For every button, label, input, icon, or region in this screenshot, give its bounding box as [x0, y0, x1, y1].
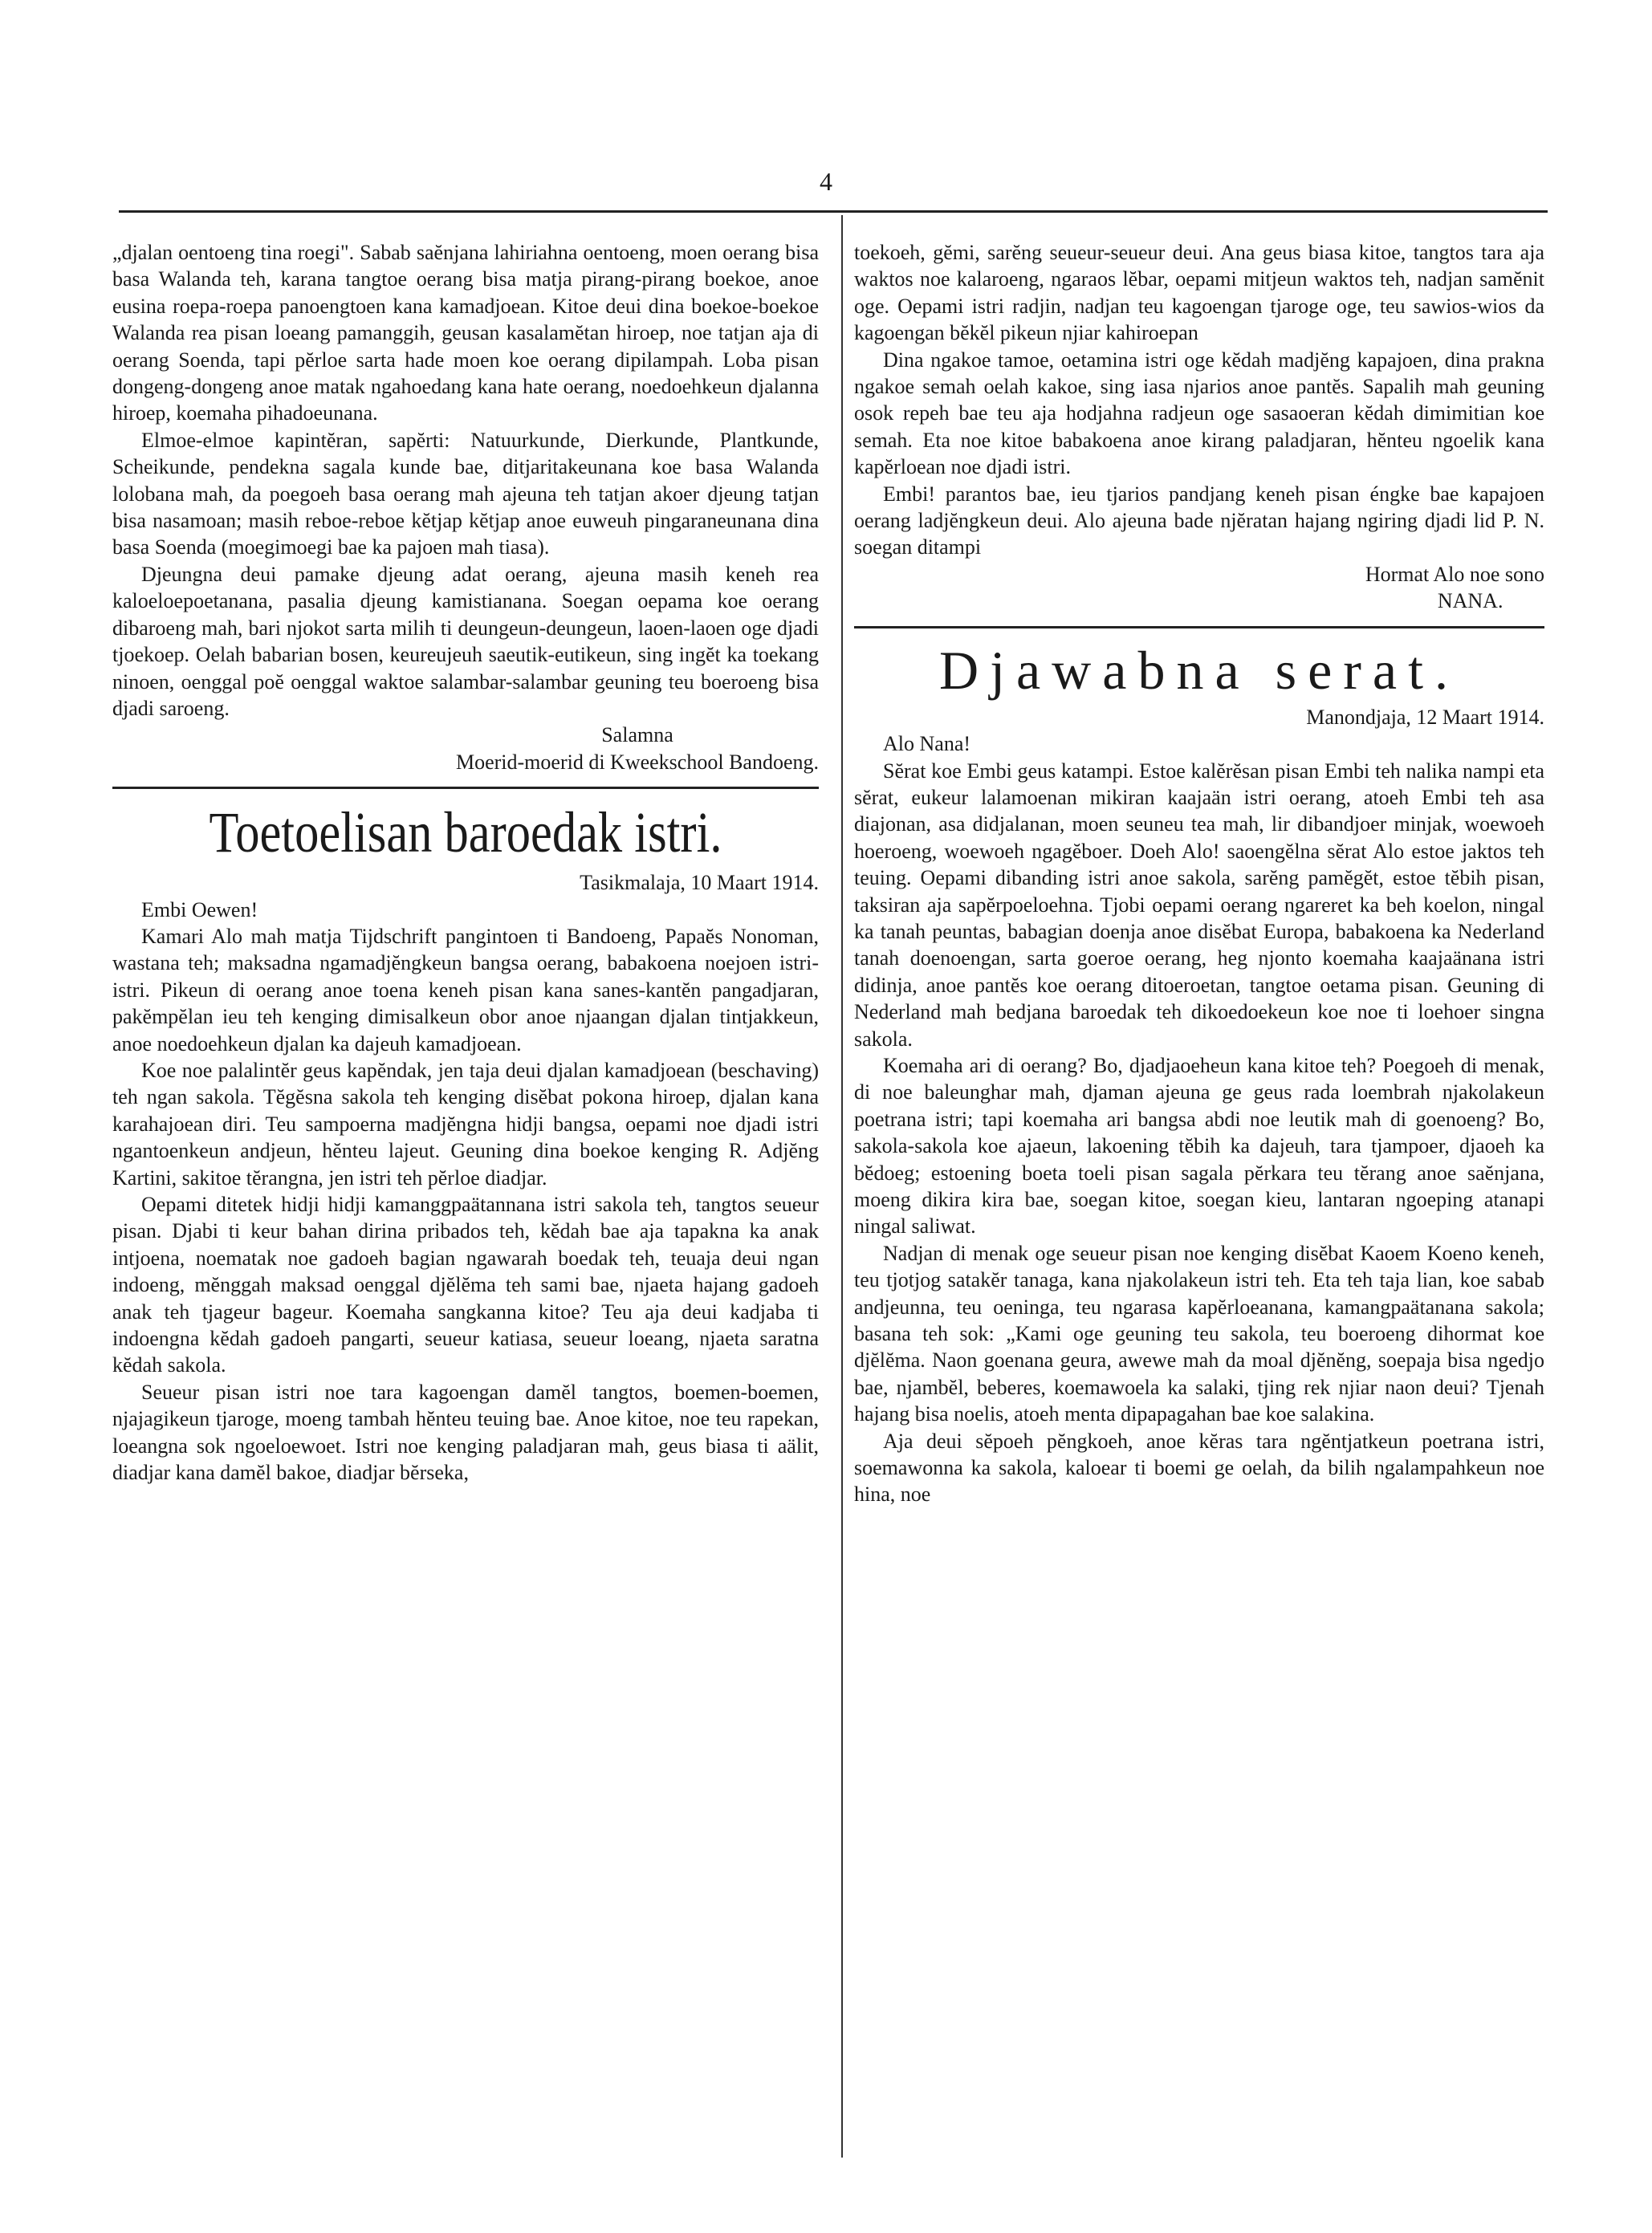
- section-rule: [112, 787, 819, 789]
- article-dateline: Manondjaja, 12 Maart 1914.: [1306, 705, 1544, 729]
- article-paragraph: Sĕrat koe Embi geus katampi. Estoe kalĕrĕsan pisan Embi teh nalika nampi eta sĕrat, eukeur lalamoenan mikiran kaajaän istri oerang, atoeh Embi teh asa diajonan, asa didjalanan, moen seuneu tea mah, lir dibandjoer minjak, woewoeh hoeroeng, woewoeh ngagĕboer. Doeh Alo! saoengĕlna sĕrat Alo estoe jaktos teh teuing. Oepami dibanding istri anoe sakola, sarĕng pamĕgĕt, estoe tĕbih pisan, taksiran aja sapĕrpoeloehna. Tjobi oepami oerang ngareret ka beh koelon, ningal ka tanah peuntas, babagian doenja anoe disĕbat Europa, babakoena ka Nederland tanah doenoengan, sarta goeroe oerang, heg njonto koemaha kaajaänana istri didinja, anoe pantĕs koe oerang ditoeroetan, tangtoe oetama pisan. Geuning di Nederland mah bedjana baroedak teh dikoedoekeun koe noe ti loehoer singna sakola.: [854, 759, 1544, 1051]
- page-number: 4: [820, 167, 832, 196]
- article-paragraph: Oepami ditetek hidji hidji kamanggpaätannana istri sakola teh, tangtos seueur pisan. Djabi ti keur bahan dirina pribados teh, kĕdah bae aja tapakna ka anak intjoena, noematak noe gadoeh bagian ngawarah boedak teh, teuaja deui ngan indoeng, mĕnggah maksad oenggal djĕlĕma teh sami bae, njaeta hajang gadoeh anak teh tjageur bageur. Koemaha sangkanna kitoe? Teu aja deui kadjaba ti indoengna kĕdah gadoeh pangarti, seueur katiasa, seueur loeang, njaeta saratna kĕdah sakola.: [112, 1193, 819, 1377]
- right-column: [854, 239, 1544, 1508]
- article-paragraph: Elmoe-elmoe kapintĕran, sapĕrti: Natuurkunde, Dierkunde, Plantkunde, Scheikunde, pendekna sagala kunde bae, ditjaritakeunana koe basa Walanda lolobana mah, da poegoeh basa oerang mah ajeuna teh tatjan akoer djeung tatjan bisa nasamoan; masih reboe-reboe kĕtjap kĕtjap anoe euweuh pingaraneunana dina basa Soenda (moegimoegi bae ka pajoen mah tiasa).: [112, 428, 819, 559]
- article-dateline: Tasikmalaja, 10 Maart 1914.: [580, 871, 819, 895]
- left-column: [112, 239, 819, 1486]
- section-rule: [854, 626, 1544, 628]
- article-paragraph: Dina ngakoe tamoe, oetamina istri oge kĕdah madjĕng kapajoen, dina prakna ngakoe semah oelah kakoe, sing iasa njarios anoe pantĕs. Sapalih mah geuning osok repeh bae teu aja hodjahna radjeun oge sasaoeran kĕdah dimimitian koe semah. Eta noe kitoe babakoena anoe kirang paladjaran, hĕnteu ngoelik kana kapĕrloean noe djadi istri.: [854, 348, 1544, 479]
- article-paragraph: Seueur pisan istri noe tara kagoengan damĕl tangtos, boemen-boemen, njajagikeun tjaroge, moeng tambah hĕnteu teuing bae. Anoe kitoe, noe teu rapekan, loeangna sok ngoeloewoet. Istri noe kenging paladjaran mah, geus biasa ti aälit, diadjar kana damĕl bakoe, diadjar bĕrseka,: [112, 1380, 819, 1485]
- article-paragraph: Kamari Alo mah matja Tijdschrift pangintoen ti Bandoeng, Papaĕs Nonoman, wastana teh; maksadna ngamadjĕngkeun bangsa oerang, babakoena noejoen istri-istri. Pikeun di oerang anoe toena keneh pisan kana sanes-kantĕn pangadjaran, pakĕmpĕlan ieu teh kenging dimisalkeun obor anoe njaangan djalan tintjakkeun, anoe noedoehkeun djalan ka dajeuh kamadjoean.: [112, 924, 819, 1055]
- signature-author: NANA.: [1437, 589, 1503, 613]
- signature-salutation: Hormat Alo noe sono: [1365, 562, 1544, 586]
- header-rule: [119, 210, 1548, 213]
- signature-block: [112, 722, 819, 775]
- article-paragraph: Koe noe palalintĕr geus kapĕndak, jen taja deui djalan kamadjoean (beschaving) teh ngan sakola. Tĕgĕsna sakola teh kenging disĕbat pokona hiroep, djalan kana karahajoean diri. Teu sampoerna madjĕngna hidji bangsa, oepami noe djadi istri ngantoenkeun andjeun, hĕnteu lajeut. Geuning dina boekoe kenging R. Adjĕng Kartini, sakitoe tĕrangna, jen istri teh pĕrloe diadjar.: [112, 1058, 819, 1190]
- article-paragraph: „djalan oentoeng tina roegi". Sabab saĕnjana lahiriahna oentoeng, moen oerang bisa basa Walanda teh, karana tangtoe oerang bisa matja pirang-pirang boekoe, anoe eusina roepa-roepa panoengtoen kana kamadjoean. Kitoe deui dina boekoe-boekoe Walanda rea pisan loeang pamanggih, geusan kasalamĕtan hiroep, noe tatjan aja di oerang Soenda, tapi pĕrloe sarta hade moen koe oerang dipilampah. Loba pisan dongeng-dongeng anoe matak ngahoedang kana hate oerang, noedoehkeun djalanna hiroep, koemaha pihadoeunana.: [112, 241, 819, 425]
- column-divider: [841, 215, 843, 2158]
- signature-block: [854, 561, 1544, 615]
- signature-author: Moerid-moerid di Kweekschool Bandoeng.: [455, 750, 819, 774]
- article-paragraph: Aja deui sĕpoeh pĕngkoeh, anoe kĕras tara ngĕntjatkeun poetrana istri, soemawonna ka sakola, kaloear ti boemi ge oelah, da bilih ngalampahkeun noe hina, noe: [854, 1429, 1544, 1507]
- article-paragraph: toekoeh, gĕmi, sarĕng seueur-seueur deui. Ana geus biasa kitoe, tangtos tara aja waktos noe kalaroeng, ngaraos lĕbar, oepami mitjeun waktos teh, nadjan samĕnit oge. Oepami istri radjin, nadjan teu kagoengan tjaroge oge, teu sawios-wios da kagoengan bĕkĕl pikeun njiar kahiroepan: [854, 241, 1544, 345]
- article-paragraph: Nadjan di menak oge seueur pisan noe kenging disĕbat Kaoem Koeno keneh, teu tjotjog satakĕr tanaga, kana njakolakeun istri teh. Eta teh taja lian, koe sabab andjeunna, teu oeninga, teu ngarasa kapĕrloeanana, kamangpaätanana sakola; basana teh sok: „Kami oge geuning teu sakola, teu boeroeng dihormat koe djĕlĕma. Naon goenana geura, awewe mah da moal djĕnĕng, soepaja bisa ngedjo bae, njambĕl, beberes, koemawoela ka salaki, tjing rek njiar naon deui? Tjenah hajang bisa noelis, atoeh menta dipapagahan bae koe salakina.: [854, 1241, 1544, 1426]
- article-salutation: Alo Nana!: [883, 732, 971, 756]
- signature-salutation: Salamna: [601, 723, 673, 747]
- article-paragraph: Djeungna deui pamake djeung adat oerang, ajeuna masih keneh rea kaloeloepoetanana, pasalia djeung kamistianana. Soegan oepama koe oerang dibaroeng mah, bari njokot sarta milih ti deungeun-deungeun, laoen-laoen oge djadi tjoekoep. Oelah babarian bosen, keureujeuh saeutik-eutikeun, sing ingĕt ka toekang ninoen, oenggal poĕ oenggal waktoe salambar-salambar geuning teu boeroeng bisa djadi saroeng.: [112, 562, 819, 720]
- article-paragraph: Koemaha ari di oerang? Bo, djadjaoeheun kana kitoe teh? Poegoeh di menak, di noe baleunghar mah, djaman ajeuna ge geus rada loembrah njakolakeun poetrana istri; tapi koemaha ari bangsa abdi noe leutik mah di goenoeng? Bo, sakola-sakola koe ajaeun, lakoening tĕbih ka dajeuh, tara tjampoer, djaoeh ka bĕdoeg; estoening boeta toeli pisan sagala pĕrkara teu tĕrang anoe saĕnjana, moeng dikira kira bae, soegan kitoe, soegan kieu, lantaran ngoeping atanapi ningal saliwat.: [854, 1053, 1544, 1239]
- article-headline: Djawabna serat.: [938, 639, 1459, 701]
- article-salutation: Embi Oewen!: [141, 897, 258, 921]
- article-paragraph: Embi! parantos bae, ieu tjarios pandjang keneh pisan éngke bae kapajoen oerang ladjĕngkeun deui. Alo ajeuna bade njĕratan hajang ngiring djadi lid P. N. soegan ditampi: [854, 482, 1544, 559]
- article-headline: Toetoelisan baroedak istri.: [209, 800, 722, 865]
